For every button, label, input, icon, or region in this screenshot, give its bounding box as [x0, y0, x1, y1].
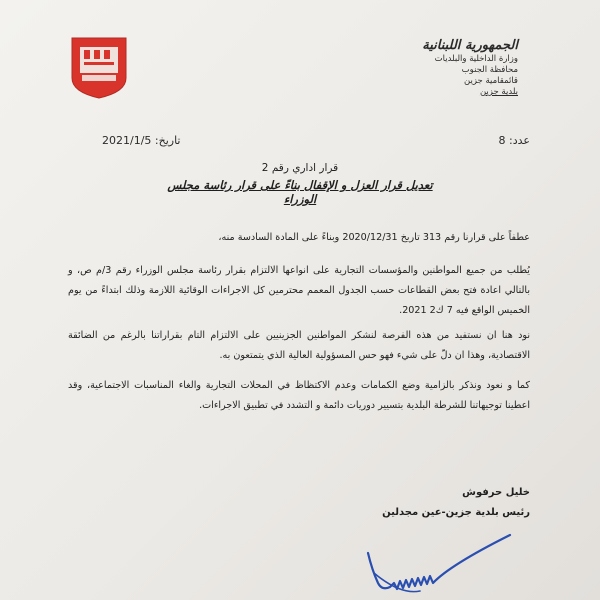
governorate-line: محافظة الجنوب — [461, 65, 518, 75]
handwritten-signature — [360, 525, 520, 600]
municipality-line: بلدية جزين — [479, 87, 518, 97]
decision-title: تعديل قرار العزل و الإقفال بناءً على قرار رئاسة مجلس الوزراء — [167, 178, 433, 206]
municipality-logo — [68, 34, 130, 100]
ministry-line: وزارة الداخلية والبلديات — [434, 54, 518, 64]
paragraph-thanks: نود هنا ان نستفيد من هذه الفرصة لنشكر المواطنين الجزينيين على الالتزام التام بقراراتنا بالرغم من الضائقة الاقتصادية، وهذا ان دلّ على شيء فهو حس المسؤولية العالية الذي يتمتعون به. — [68, 330, 530, 361]
decision-number: قرار اداري رقم 2 — [261, 162, 339, 174]
paragraph-reference: عطفاً على قرارنا رقم 313 تاريخ 2020/12/31 وبناءً على المادة السادسة منه، — [218, 232, 530, 243]
district-line: قائمقامية جزين — [464, 76, 518, 86]
signatory-title: رئيس بلدية جزين-عين مجدلين — [382, 507, 530, 518]
paragraph-instructions: يُطلب من جميع المواطنين والمؤسسات التجارية على انواعها الالتزام بقرار رئاسة مجلس الوزراء رقم 3/م ص، و بالتالي اعادة فتح بعض القطاعات حسب الجدول المعمم محترمين كل الاجراءات الوقائية اللازمة وذلك ابتداءً من يوم الخميس الواقع فيه 7 ك2 2021. — [68, 265, 530, 316]
republic-title: الجمهورية اللبنانية — [422, 38, 518, 53]
paragraph-reminder: كما و نعود ونذكر بالزامية وضع الكمامات وعدم الاكتظاظ في المحلات التجارية والغاء المناسبات الاجتماعية، وقد اعطينا توجيهاتنا للشرطة البلدية بتسيير دوريات دائمة و التشدد في تطبيق الاجراءات. — [68, 380, 530, 411]
reference-date: تاريخ: 2021/1/5 — [102, 134, 181, 147]
letterhead — [358, 38, 518, 98]
signatory-name: خليل حرفوش — [462, 487, 530, 498]
reference-number: عدد: 8 — [498, 134, 530, 147]
